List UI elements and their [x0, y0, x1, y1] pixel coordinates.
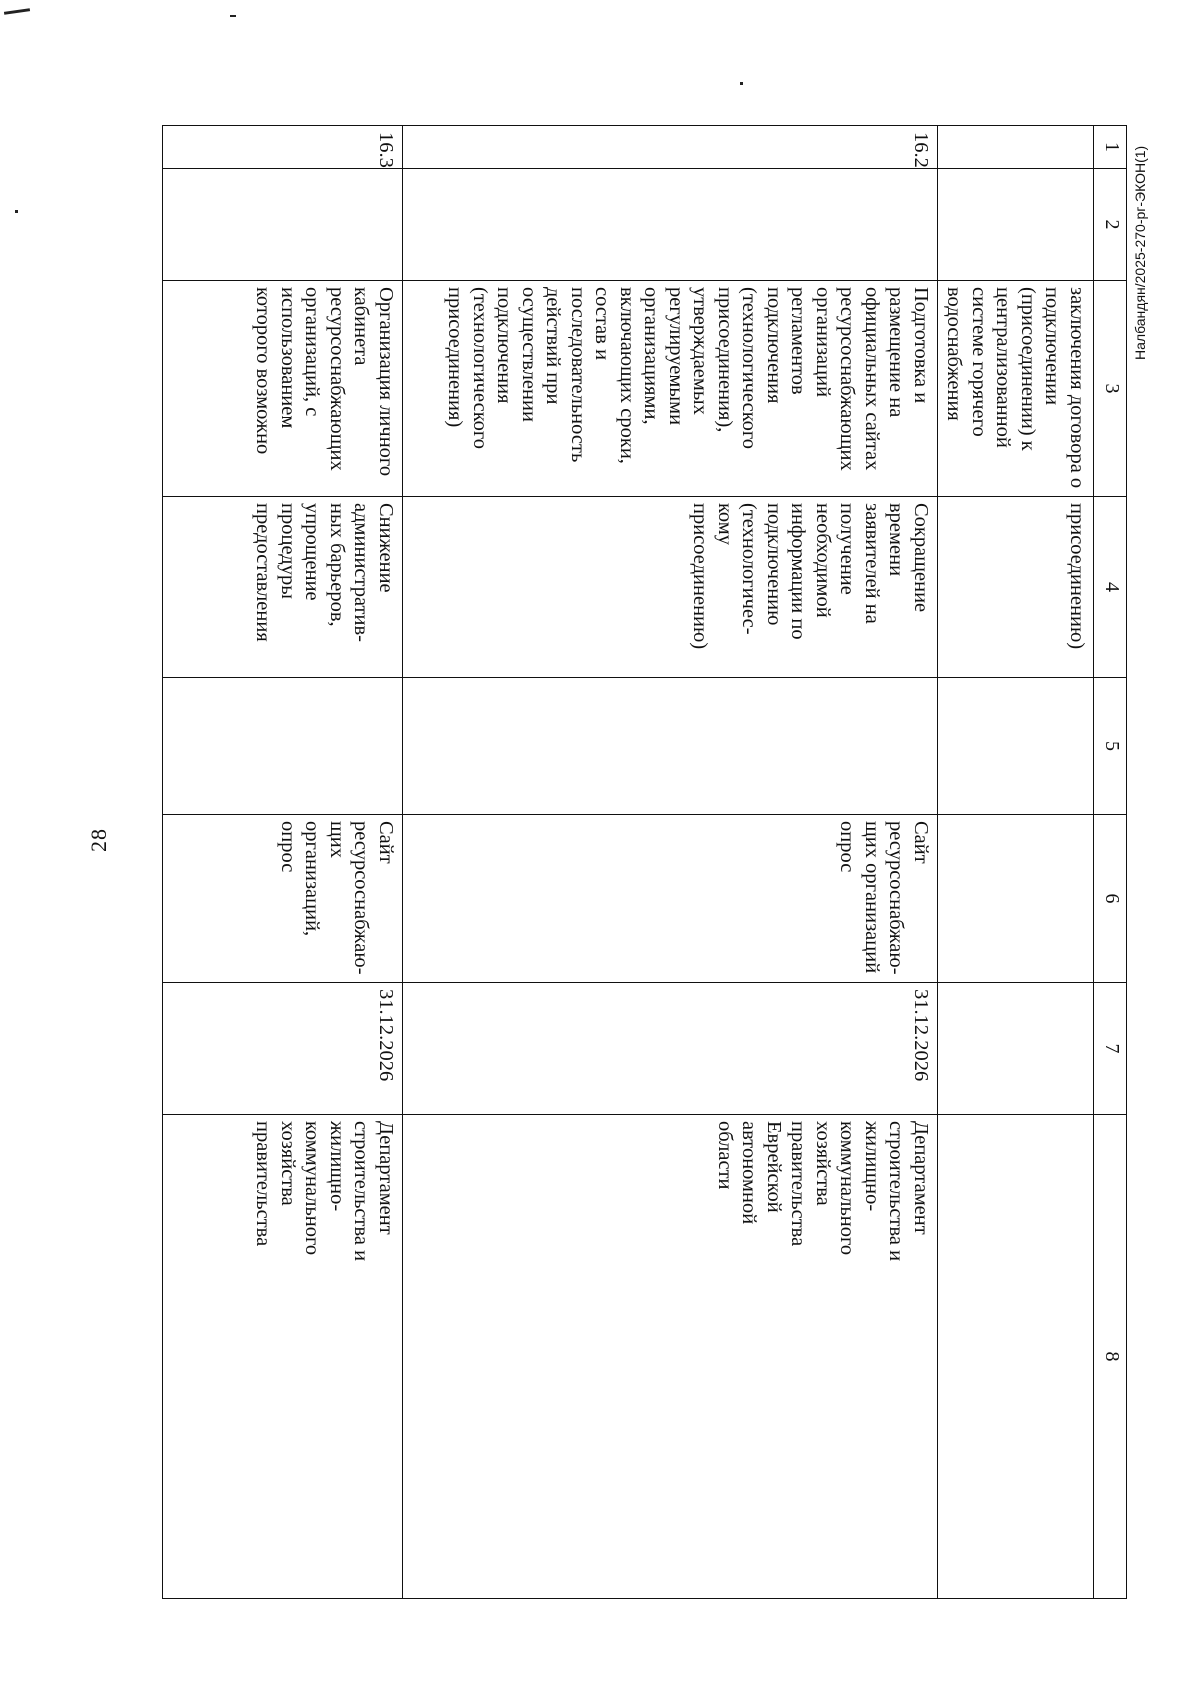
table-row	[938, 126, 1094, 1599]
cell-responsible	[938, 1115, 1094, 1599]
header-row	[1094, 126, 1127, 1599]
cell-number	[938, 126, 1094, 169]
cell-measure: заключения договора о подключении (присоединении) к централизованной системе горячего водоснабжения	[938, 281, 1094, 497]
header-cell: 3	[1094, 281, 1127, 497]
cell-responsible: Департамент строительства и жилищно- коммунального хозяйства правительства Еврейской автономной области	[403, 1115, 938, 1599]
header-cell: 6	[1094, 815, 1127, 983]
header-cell: 2	[1094, 169, 1127, 281]
cell-col5	[403, 678, 938, 815]
cell-col5	[938, 678, 1094, 815]
cell-source: Сайт ресурсоснабжаю- щих организаций опрос	[403, 815, 938, 983]
cell-source	[938, 815, 1094, 983]
cell-col2	[403, 169, 938, 281]
scan-mark	[230, 15, 236, 17]
cell-deadline: 31.12.2026	[403, 983, 938, 1115]
header-cell: 1	[1094, 126, 1127, 169]
header-cell: 7	[1094, 983, 1127, 1115]
header-cell: 8	[1094, 1115, 1127, 1599]
table-rotated-wrapper	[179, 125, 1127, 1598]
scan-mark	[15, 210, 18, 213]
cell-responsible: Департамент строительства и жилищно- коммунального хозяйства правительства	[163, 1115, 403, 1599]
scan-mark	[4, 8, 30, 15]
header-cell: 5	[1094, 678, 1127, 815]
cell-number: 16.2	[403, 126, 938, 169]
table-row	[163, 126, 403, 1599]
cell-deadline	[938, 983, 1094, 1115]
cell-measure: Организация личного кабинета ресурсоснабжающих организаций, с использованием которого возможно	[163, 281, 403, 497]
cell-number: 16.3	[163, 126, 403, 169]
document-code: Налбандян/2025-270-рг-ЭКОН(1)	[1132, 145, 1148, 360]
cell-col2	[163, 169, 403, 281]
cell-col5	[163, 678, 403, 815]
page-number: 28	[86, 828, 111, 852]
cell-result: присоединению)	[938, 497, 1094, 678]
cell-result: Снижение административ- ных барьеров, упрощение процедуры предоставления	[163, 497, 403, 678]
table-row	[403, 126, 938, 1599]
plan-table	[162, 125, 1127, 1599]
cell-measure: Подготовка и размещение на официальных сайтах ресурсоснабжающих организаций регламентов подключения (технологического присоединения), утверждаемых регулируемыми организациями, включающих сроки, состав и последовательность действий при осуществлении подключения (технологического присоединения)	[403, 281, 938, 497]
header-cell: 4	[1094, 497, 1127, 678]
scan-mark	[740, 82, 743, 85]
cell-deadline: 31.12.2026	[163, 983, 403, 1115]
cell-source: Сайт ресурсоснабжаю- щих организаций, опрос	[163, 815, 403, 983]
cell-result: Сокращение времени заявителей на получение необходимой информации по подключению (технологичес- кому присоединению)	[403, 497, 938, 678]
cell-col2	[938, 169, 1094, 281]
